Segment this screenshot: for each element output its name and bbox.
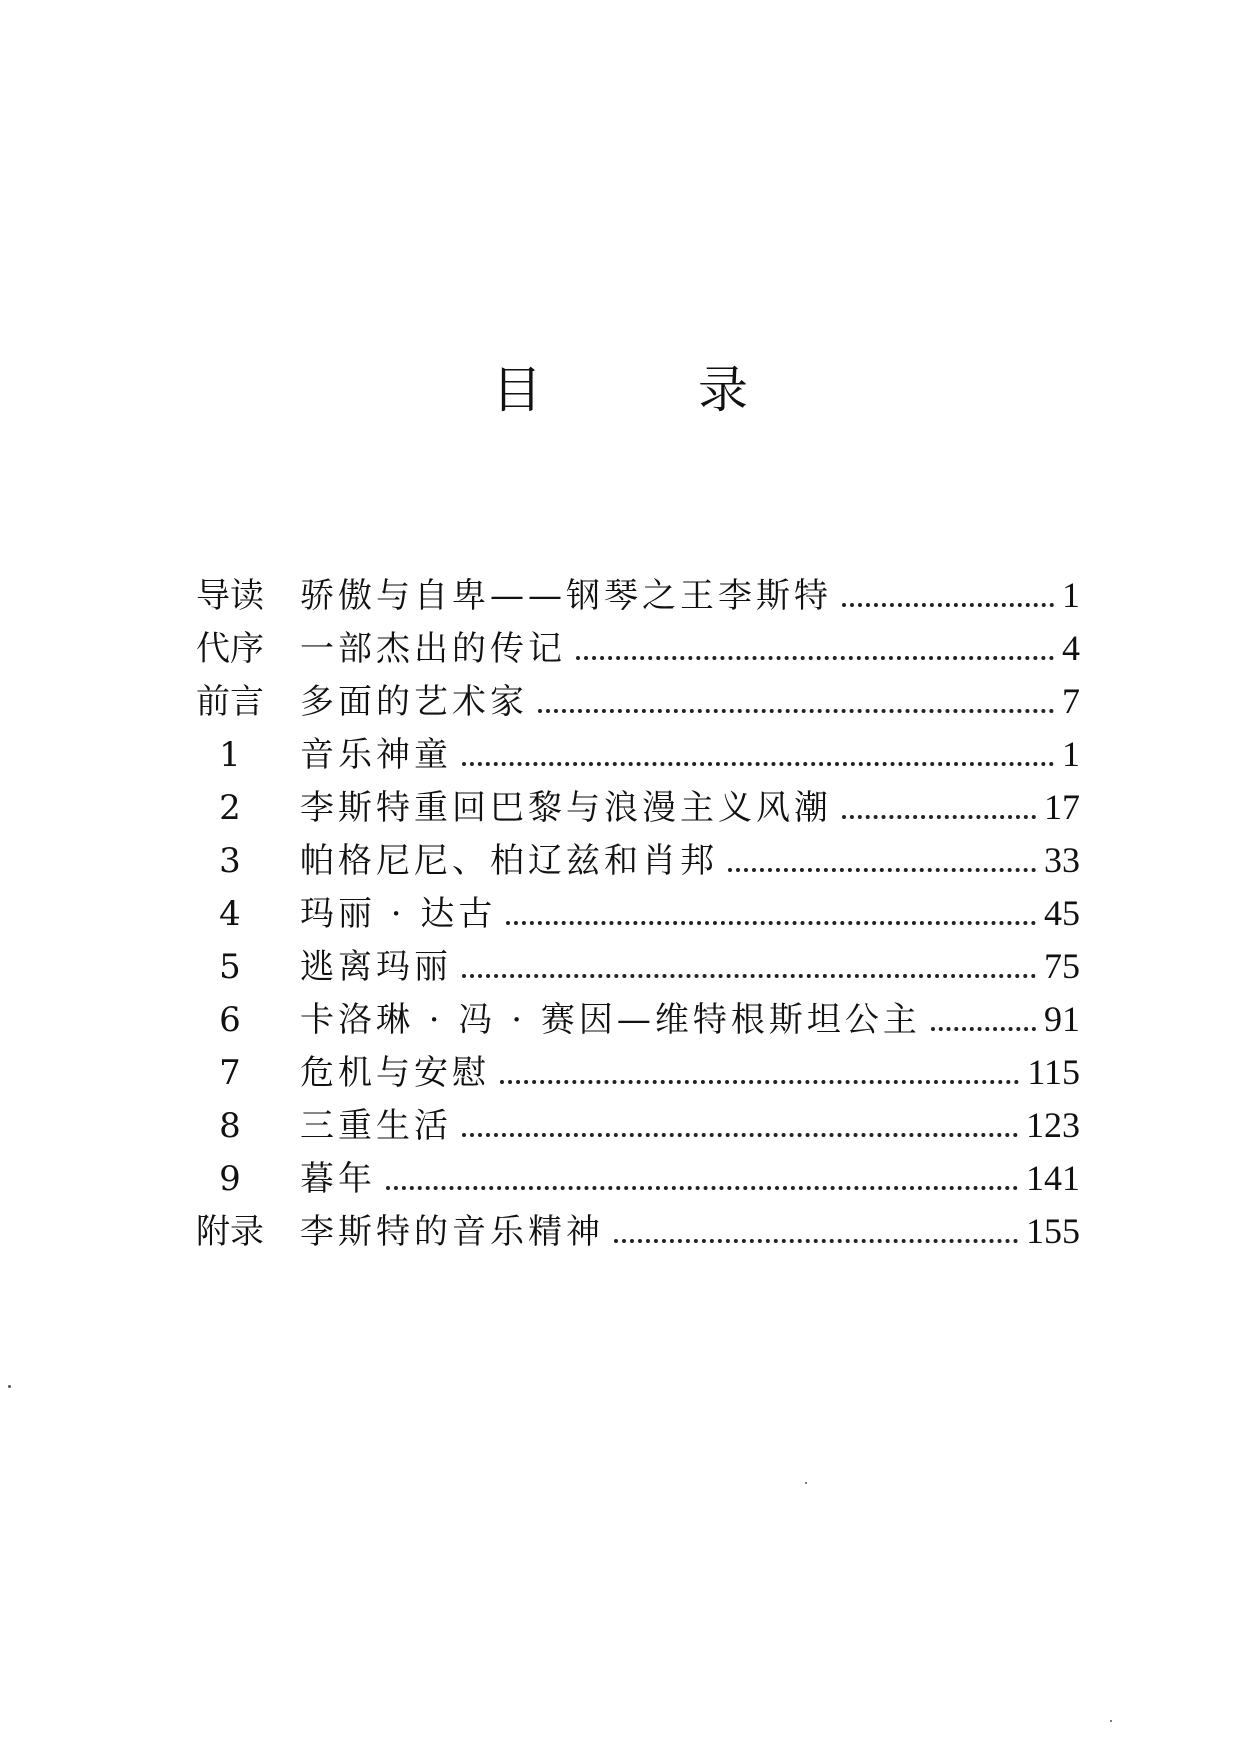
toc-entry-page: 7 <box>1062 681 1080 721</box>
toc-entry-page: 123 <box>1026 1105 1080 1145</box>
toc-leader-dots <box>931 1027 1036 1031</box>
toc-entry-title: 李斯特重回巴黎与浪漫主义风潮 <box>300 788 832 828</box>
toc-entry <box>170 825 1080 881</box>
toc-entry-prefix: 附录 <box>196 1212 264 1252</box>
toc-entry-title: 骄傲与自卑——钢琴之王李斯特 <box>300 576 832 616</box>
toc-leader-dots <box>506 921 1036 925</box>
toc-entry-prefix: 4 <box>219 894 241 934</box>
scan-speck <box>1110 1720 1112 1722</box>
toc-entry <box>170 878 1080 934</box>
toc-entry-title: 多面的艺术家 <box>300 682 528 722</box>
toc-leader-dots <box>462 762 1054 766</box>
toc-entry-title: 三重生活 <box>300 1106 452 1146</box>
toc-leader-dots <box>462 974 1036 978</box>
toc-entry <box>170 1196 1080 1252</box>
table-of-contents <box>170 560 1080 1252</box>
toc-entry-page: 17 <box>1044 787 1080 827</box>
toc-entry-page: 91 <box>1044 999 1080 1039</box>
toc-leader-dots <box>576 656 1054 660</box>
toc-entry-page: 4 <box>1062 628 1080 668</box>
toc-entry <box>170 1090 1080 1146</box>
toc-entry-page: 1 <box>1062 575 1080 615</box>
toc-entry-title: 帕格尼尼、柏辽兹和肖邦 <box>300 841 718 881</box>
toc-entry-prefix: 6 <box>219 1000 241 1040</box>
toc-entry <box>170 719 1080 775</box>
scan-speck <box>8 1385 11 1388</box>
toc-leader-dots <box>614 1239 1018 1243</box>
scan-speck <box>805 1482 807 1484</box>
toc-entry-page: 45 <box>1044 893 1080 933</box>
toc-entry-page: 75 <box>1044 946 1080 986</box>
toc-entry <box>170 613 1080 669</box>
toc-leader-dots <box>538 709 1054 713</box>
toc-entry-prefix: 8 <box>219 1106 241 1146</box>
page-title: 目 录 <box>492 361 818 419</box>
toc-entry-prefix: 2 <box>219 788 241 828</box>
toc-entry-title: 逃离玛丽 <box>300 947 452 987</box>
toc-leader-dots <box>462 1133 1018 1137</box>
toc-entry <box>170 984 1080 1040</box>
toc-entry-prefix: 前言 <box>196 682 264 722</box>
toc-entry-title: 一部杰出的传记 <box>300 629 566 669</box>
toc-entry <box>170 1037 1080 1093</box>
toc-entry-title: 危机与安慰 <box>300 1053 490 1093</box>
toc-entry <box>170 666 1080 722</box>
toc-entry <box>170 560 1080 616</box>
toc-entry <box>170 772 1080 828</box>
toc-entry-prefix: 7 <box>219 1053 241 1093</box>
toc-entry-prefix: 5 <box>219 947 241 987</box>
toc-entry <box>170 931 1080 987</box>
toc-entry-page: 1 <box>1062 734 1080 774</box>
toc-leader-dots <box>842 815 1036 819</box>
toc-entry <box>170 1143 1080 1199</box>
toc-entry-title: 玛丽 · 达古 <box>300 894 497 934</box>
toc-entry-title: 音乐神童 <box>300 735 452 775</box>
toc-leader-dots <box>728 868 1036 872</box>
toc-entry-page: 155 <box>1026 1211 1080 1251</box>
toc-entry-title: 暮年 <box>300 1159 376 1199</box>
toc-entry-page: 141 <box>1026 1158 1080 1198</box>
toc-entry-page: 33 <box>1044 840 1080 880</box>
toc-entry-page: 115 <box>1027 1052 1080 1092</box>
toc-entry-prefix: 1 <box>219 735 241 775</box>
toc-entry-prefix: 3 <box>219 841 241 881</box>
toc-entry-prefix: 9 <box>219 1159 241 1199</box>
toc-entry-title: 李斯特的音乐精神 <box>300 1212 604 1252</box>
toc-entry-title: 卡洛琳 · 冯 · 赛因—维特根斯坦公主 <box>300 1000 921 1040</box>
toc-leader-dots <box>842 603 1054 607</box>
toc-leader-dots <box>500 1080 1019 1084</box>
toc-entry-prefix: 代序 <box>196 629 264 669</box>
toc-leader-dots <box>386 1186 1018 1190</box>
toc-entry-prefix: 导读 <box>196 576 264 616</box>
